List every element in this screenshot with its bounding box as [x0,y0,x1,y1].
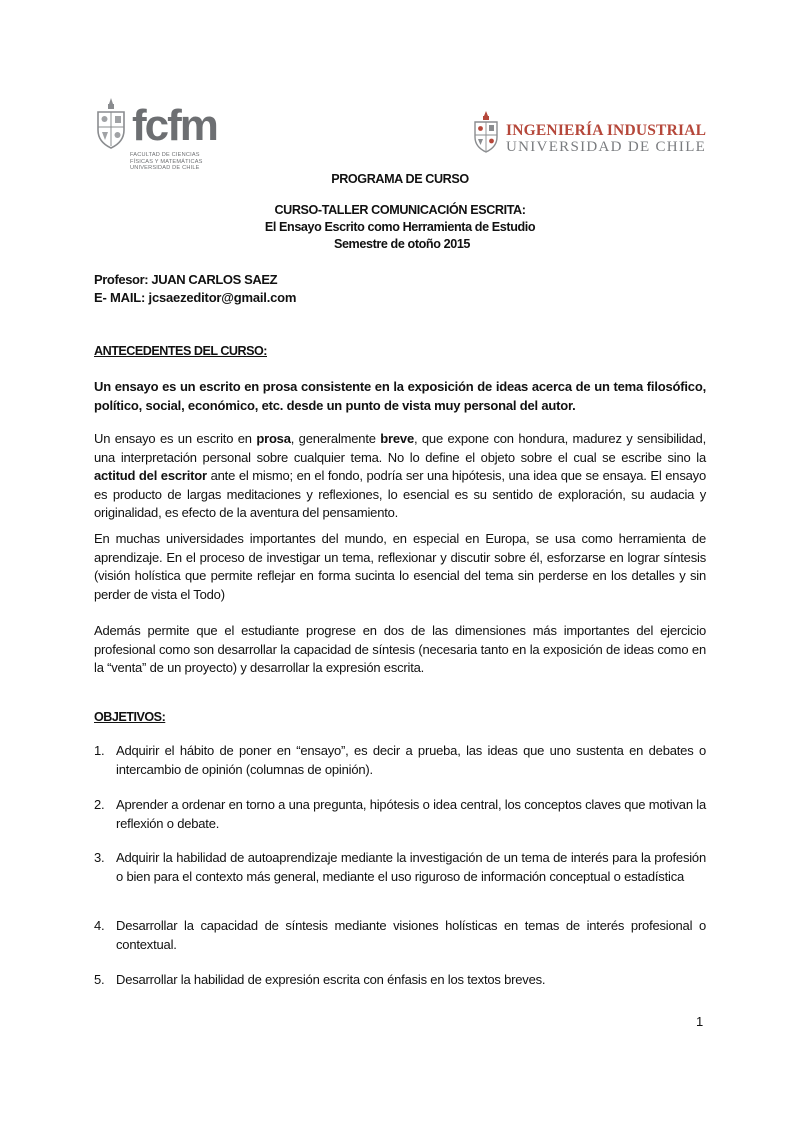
fcfm-logo [94,96,224,176]
logo-line-2: UNIVERSIDAD DE CHILE [506,139,707,155]
university-crest-icon [472,110,500,154]
paragraph-universities: En muchas universidades importantes del mundo, en especial en Europa, se usa como herramienta de aprendizaje. En el proceso de investigar un tema, reflexionar y discutir sobre él, esforzarse en lograr síntesis (visión holística que permite reflejar en forma sucinta lo esencial del tema sin perderse en los detalles y sin perder de vista el Todo) [94,531,706,602]
course-subtitle: El Ensayo Escrito como Herramienta de Estudio [264,220,536,234]
university-crest-icon [94,96,128,150]
ingenieria-industrial-logo [472,110,707,158]
objective-text: Desarrollar la habilidad de expresión escrita con énfasis en los textos breves. [116,972,546,987]
objective-text: Adquirir la habilidad de autoaprendizaje mediante la investigación de un tema de interés para la profesión o bien para el contexto más general, mediante el uso riguroso de información conceptual o estadística [116,850,706,884]
objective-number: 5. [94,972,105,987]
objective-item [94,742,706,779]
objective-number: 4. [94,918,105,933]
course-title: CURSO-TALLER COMUNICACIÓN ESCRITA: [274,203,526,217]
essay-definition: Un ensayo es un escrito en prosa consistente en la exposición de ideas acerca de un tema filosófico, político, social, económico, etc. desde un punto de vista muy personal del autor. [94,379,706,413]
objective-number: 2. [94,797,105,812]
breve-emphasis: breve [380,431,414,446]
logo-line-1: INGENIERÍA INDUSTRIAL [506,122,707,139]
semester: Semestre de otoño 2015 [333,237,471,251]
email-line [94,290,296,305]
antecedentes-heading: ANTECEDENTES DEL CURSO: [94,344,267,358]
program-title: PROGRAMA DE CURSO [331,172,469,186]
actitud-emphasis: actitud del escritor [94,468,207,483]
objective-text: Desarrollar la capacidad de síntesis mediante visiones holísticas en temas de interés profesional o contextual. [116,918,706,952]
objective-item [94,917,706,954]
objective-number: 1. [94,743,105,758]
objective-item [94,971,706,990]
objetivos-heading: OBJETIVOS: [94,710,166,724]
objective-item [94,849,706,886]
email-label: E- MAIL: [94,290,146,305]
objective-number: 3. [94,850,105,865]
paragraph-benefits: Además permite que el estudiante progrese en dos de las dimensiones más importantes del ejercicio profesional como son desarrollar la capacidad de síntesis (necesaria tanto en la exposición de ideas como en la “venta” de un proyecto) y desarrollar la expresión escrita. [94,623,706,675]
fcfm-subtitle: FACULTAD DE CIENCIAS FÍSICAS Y MATEMÁTICAS UNIVERSIDAD DE CHILE [130,152,203,172]
objective-text: Aprender a ordenar en torno a una pregunta, hipótesis o idea central, los conceptos claves que motivan la reflexión o debate. [116,797,706,831]
professor-line [94,272,277,287]
professor-label: Profesor: [94,272,149,287]
fcfm-wordmark: fcfm [132,101,217,150]
email-address[interactable]: jcsaezeditor@gmail.com [148,290,297,305]
objective-item [94,796,706,833]
objective-text: Adquirir el hábito de poner en “ensayo”, es decir a prueba, las ideas que uno sustenta en debates o intercambio de opinión (columnas de opinión). [116,743,706,777]
professor-name: JUAN CARLOS SAEZ [151,272,278,287]
prosa-emphasis: prosa [256,431,291,446]
page-number: 1 [696,1014,704,1029]
paragraph-essay-description: Un ensayo es un escrito en prosa, generalmente breve, que expone con hondura, madurez y sensibilidad, una interpretación personal sobre cualquier tema. No lo define el objeto sobre el cual se escribe sino la actitud del escritor ante el mismo; en el fondo, podría ser una hipótesis, una idea que se ensaya. El ensayo es producto de largas meditaciones y reflexiones, lo esencial es su sentido de exploración, su audacia y originalidad, es efecto de la aventura del pensamiento. [94,431,707,520]
